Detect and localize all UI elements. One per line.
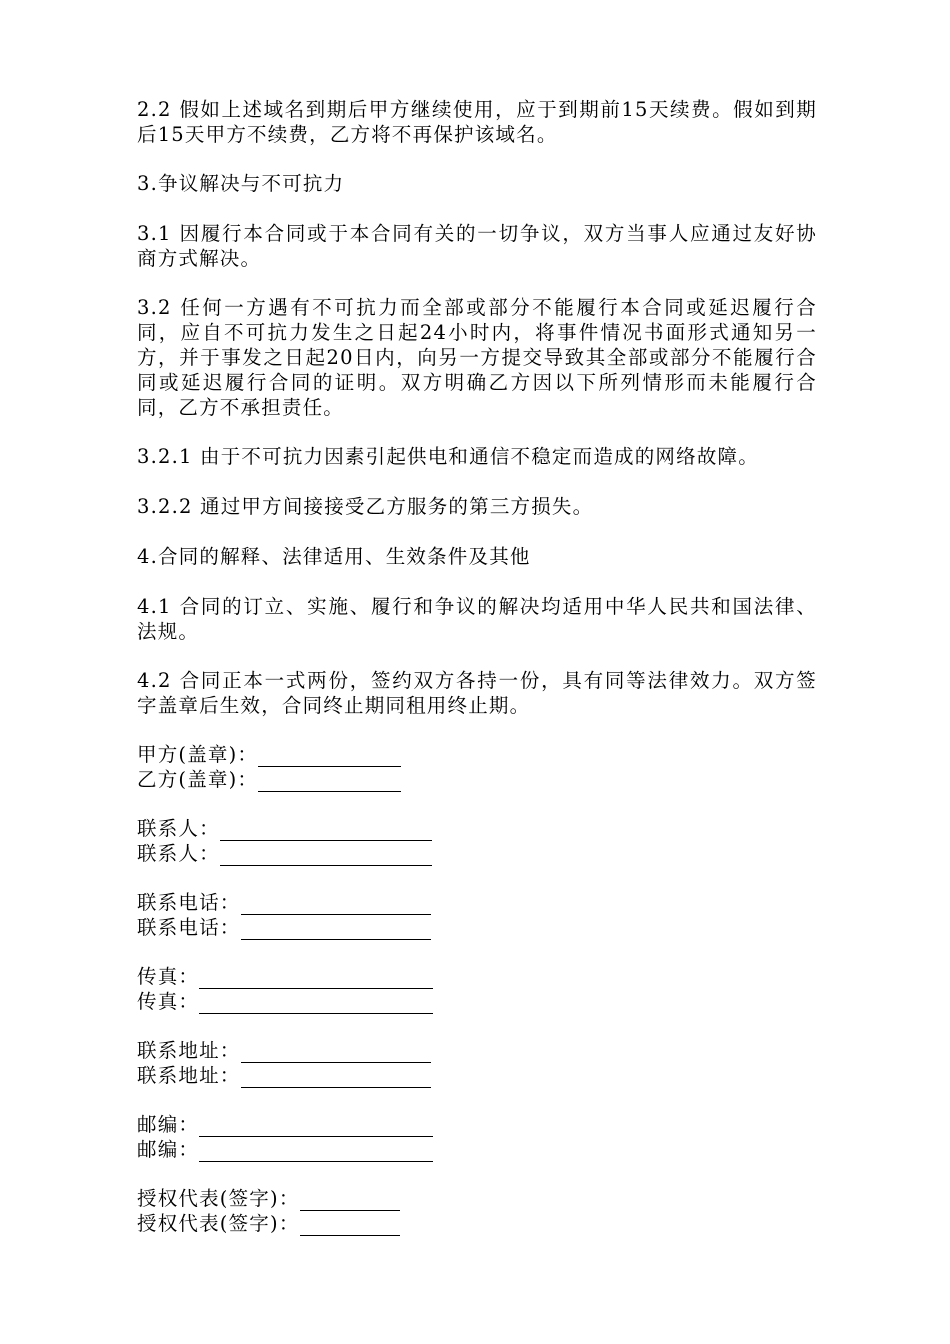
party-a-seal-line: [137, 742, 817, 767]
party-a-representative-line: [137, 1186, 817, 1211]
party-a-address-blank[interactable]: [241, 1042, 431, 1063]
party-b-representative-blank[interactable]: [300, 1215, 400, 1236]
phone-fields: [137, 890, 817, 940]
party-a-postcode-line: [137, 1112, 817, 1137]
party-a-contact-blank[interactable]: [220, 820, 432, 841]
party-a-fax-line: [137, 964, 817, 989]
party-a-postcode-blank[interactable]: [199, 1116, 433, 1137]
clause-2-2: 2.2 假如上述域名到期后甲方继续使用，应于到期前15天续费。假如到期后15天甲方不续费，乙方将不再保护该域名。: [137, 98, 817, 146]
party-b-address-line: [137, 1063, 817, 1088]
party-a-representative-blank[interactable]: [300, 1190, 400, 1211]
party-b-contact-blank[interactable]: [220, 845, 432, 866]
party-b-seal-label: 乙方(盖章)：: [137, 768, 259, 791]
party-b-fax-line: [137, 989, 817, 1014]
party-a-address-label: 联系地址：: [137, 1039, 241, 1062]
party-b-phone-label: 联系电话：: [137, 916, 241, 939]
clause-3-2-2: 3.2.2 通过甲方间接接受乙方服务的第三方损失。: [137, 495, 594, 518]
party-b-fax-label: 传真：: [137, 990, 200, 1013]
party-b-representative-line: [137, 1211, 817, 1236]
party-a-fax-blank[interactable]: [199, 968, 433, 989]
party-a-phone-blank[interactable]: [241, 894, 431, 915]
party-b-postcode-blank[interactable]: [199, 1141, 433, 1162]
party-b-representative-label: 授权代表(签字)：: [137, 1212, 300, 1235]
postcode-fields: [137, 1112, 817, 1162]
clause-3-2-1: 3.2.1 由于不可抗力因素引起供电和通信不稳定而造成的网络故障。: [137, 445, 759, 468]
party-b-fax-blank[interactable]: [199, 993, 433, 1014]
party-b-contact-line: [137, 841, 817, 866]
section-3-heading: 3.争议解决与不可抗力: [137, 172, 345, 195]
fax-fields: [137, 964, 817, 1014]
clause-3-1: 3.1 因履行本合同或于本合同有关的一切争议，双方当事人应通过友好协商方式解决。: [137, 222, 817, 270]
seal-fields: [137, 742, 817, 792]
party-b-contact-label: 联系人：: [137, 842, 220, 865]
party-b-phone-line: [137, 915, 817, 940]
contact-fields: [137, 816, 817, 866]
party-a-contact-label: 联系人：: [137, 817, 220, 840]
party-b-postcode-line: [137, 1137, 817, 1162]
party-b-address-blank[interactable]: [241, 1067, 431, 1088]
clause-3-2: 3.2 任何一方遇有不可抗力而全部或部分不能履行本合同或延迟履行合同，应自不可抗力发生之日起24小时内，将事件情况书面形式通知另一方，并于事发之日起20日内，向另一方提交导致其全部或部分不能履行合同或延迟履行合同的证明。双方明确乙方因以下所列情形而未能履行合同，乙方不承担责任。: [137, 296, 817, 419]
party-b-seal-line: [137, 767, 817, 792]
party-b-address-label: 联系地址：: [137, 1064, 241, 1087]
party-b-postcode-label: 邮编：: [137, 1138, 200, 1161]
section-4-heading: 4.合同的解释、法律适用、生效条件及其他: [137, 545, 531, 568]
party-b-phone-blank[interactable]: [241, 919, 431, 940]
party-a-representative-label: 授权代表(签字)：: [137, 1187, 300, 1210]
party-a-contact-line: [137, 816, 817, 841]
party-a-seal-blank[interactable]: [258, 746, 401, 767]
party-a-seal-label: 甲方(盖章)：: [137, 743, 259, 766]
contract-page: [137, 97, 817, 1260]
party-a-phone-label: 联系电话：: [137, 891, 241, 914]
party-a-postcode-label: 邮编：: [137, 1113, 200, 1136]
party-b-seal-blank[interactable]: [258, 771, 401, 792]
clause-4-2: 4.2 合同正本一式两份，签约双方各持一份，具有同等法律效力。双方签字盖章后生效，合同终止期同租用终止期。: [137, 669, 817, 717]
party-a-phone-line: [137, 890, 817, 915]
party-a-fax-label: 传真：: [137, 965, 200, 988]
clause-4-1: 4.1 合同的订立、实施、履行和争议的解决均适用中华人民共和国法律、法规。: [137, 595, 817, 643]
address-fields: [137, 1038, 817, 1088]
representative-fields: [137, 1186, 817, 1236]
party-a-address-line: [137, 1038, 817, 1063]
